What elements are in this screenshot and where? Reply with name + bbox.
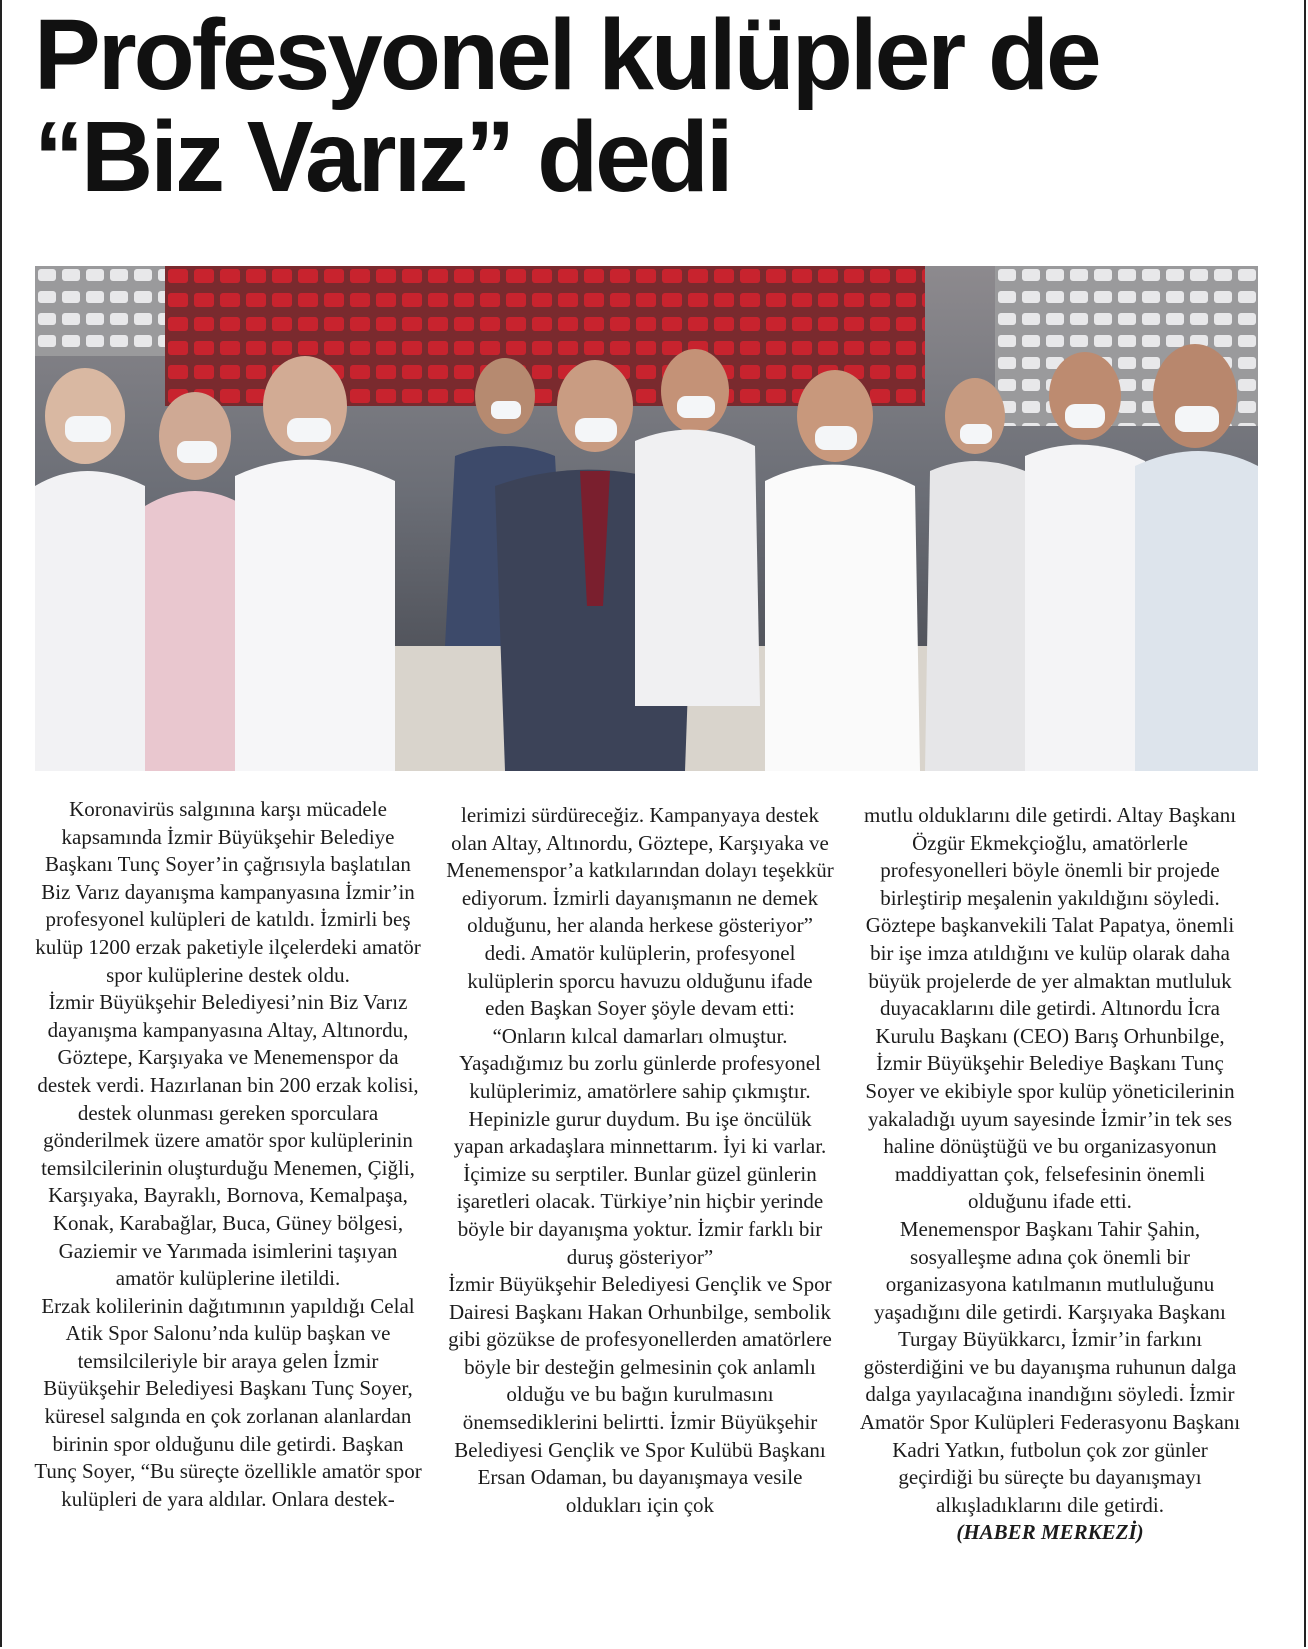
article-column-2 [446, 802, 834, 1519]
column-1-paragraph: Erzak kolilerinin dağıtımının yapıldığı Celal Atik Spor Salonu’nda kulüp başkan ve temsilcileriyle bir araya gelen İzmir Büyükşehir Belediyesi Başkanı Tunç Soyer, küresel salgında en çok zorlanan alanlardan birinin spor olduğunu dile getirdi. Başkan Tunç Soyer, “Bu süreçte özellikle amatör spor kulüpleri de yara aldılar. Onlara destek- [34, 1293, 422, 1511]
article-byline: (HABER MERKEZİ) [956, 1520, 1144, 1545]
headline-line-2: “Biz Varız” dedi [34, 101, 731, 213]
article-photo [35, 266, 1258, 771]
column-3-paragraph: Menemenspor Başkanı Tahir Şahin, sosyalleşme adına çok önemli bir organizasyona katılmanın mutluluğunu yaşadığını dile getirdi. Karşıyaka Başkanı Turgay Büyükkarcı, İzmir’in farkını gösterdiğini ve bu dayanışma ruhunun dalga dalga yayılacağına inandığını söyledi. İzmir Amatör Spor Kulüpleri Federasyonu Başkanı Kadri Yatkın, futbolun çok zor günler geçirdiği bu süreçte bu dayanışmayı alkışladıklarını dile getirdi. [859, 1216, 1241, 1517]
column-3-paragraph: mutlu olduklarını dile getirdi. Altay Başkanı Özgür Ekmekçioğlu, amatörlerle profesyonelleri böyle önemli bir projede birleştirip meşalenin yakıldığını söyledi. Göztepe başkanvekili Talat Papatya, önemli bir işe imza atıldığını ve kulüp olarak daha büyük projelerde de yer almaktan mutluluk duyacaklarını dile getirdi. Altınordu İcra Kurulu Başkanı (CEO) Barış Orhunbilge, İzmir Büyükşehir Belediye Başkanı Tunç Soyer ve ekibiyle spor kulüp yöneticilerinin yakaladığı uyum sayesinde İzmir’in tek ses haline dönüştüğü ve bu organizasyonun maddiyattan çok, felsefesinin önemli olduğunu ifade etti. [863, 803, 1237, 1214]
article-headline [34, 0, 1274, 213]
column-2-paragraph: İzmir Büyükşehir Belediyesi Gençlik ve Spor Dairesi Başkanı Hakan Orhunbilge, sembolik gibi gözükse de profesyonellerden amatörlere böyle bir desteğin gelmesinin çok anlamlı olduğu ve bu bağın kurulmasını önemsediklerini belirtti. İzmir Büyükşehir Belediyesi Gençlik ve Spor Kulübü Başkanı Ersan Odaman, bu dayanışmaya vesile oldukları için çok [448, 1272, 832, 1517]
photo-illustration [35, 266, 1258, 771]
headline-line-1: Profesyonel kulüpler de [34, 0, 1099, 111]
column-2-paragraph: lerimizi sürdüreceğiz. Kampanyaya destek olan Altay, Altınordu, Göztepe, Karşıyaka ve Menemenspor’a katkılarından dolayı teşekkür ediyorum. İzmirli dayanışmanın ne demek olduğunu, her alanda herkese gösteriyor” dedi. Amatör kulüplerin, profesyonel kulüplerin sporcu havuzu olduğunu ifade eden Başkan Soyer şöyle devam etti: “Onların kılcal damarları olmuştur. Yaşadığımız bu zorlu günlerde profesyonel kulüplerimiz, amatörlere sahip çıkmıştır. [446, 803, 834, 1103]
column-1-paragraph: İzmir Büyükşehir Belediyesi’nin Biz Varız dayanışma kampanyasına Altay, Altınordu, Göztepe, Karşıyaka ve Menemenspor da destek verdi. Hazırlanan bin 200 erzak kolisi, destek olunması gereken sporculara gönderilmek üzere amatör spor kulüplerinin temsilcilerinin oluşturduğu Menemen, Çiğli, Karşıyaka, Bayraklı, Bornova, Kemalpaşa, Konak, Karabağlar, Buca, Güney bölgesi, Gaziemir ve Yarımada isimlerini taşıyan amatör kulüplerine iletildi. [37, 990, 419, 1291]
article-body [34, 796, 1264, 1636]
column-2-paragraph: Hepinizle gurur duydum. Bu işe öncülük yapan arkadaşlara minnettarım. İyi ki varlar. İçimize su serptiler. Bunlar güzel günlerin işaretleri olacak. Türkiye’nin hiçbir yerinde böyle bir dayanışma yoktur. İzmir farklı bir duruş gösteriyor” [453, 1106, 827, 1269]
article-column-1 [34, 796, 422, 1513]
article-column-3 [856, 802, 1244, 1547]
column-1-paragraph: Koronavirüs salgınına karşı mücadele kapsamında İzmir Büyükşehir Belediye Başkanı Tunç Soyer’in çağrısıyla başlatılan Biz Varız dayanışma kampanyasına İzmir’in profesyonel kulüpleri de katıldı. İzmirli beş kulüp 1200 erzak paketiyle ilçelerdeki amatör spor kulüplerine destek oldu. [35, 797, 421, 987]
